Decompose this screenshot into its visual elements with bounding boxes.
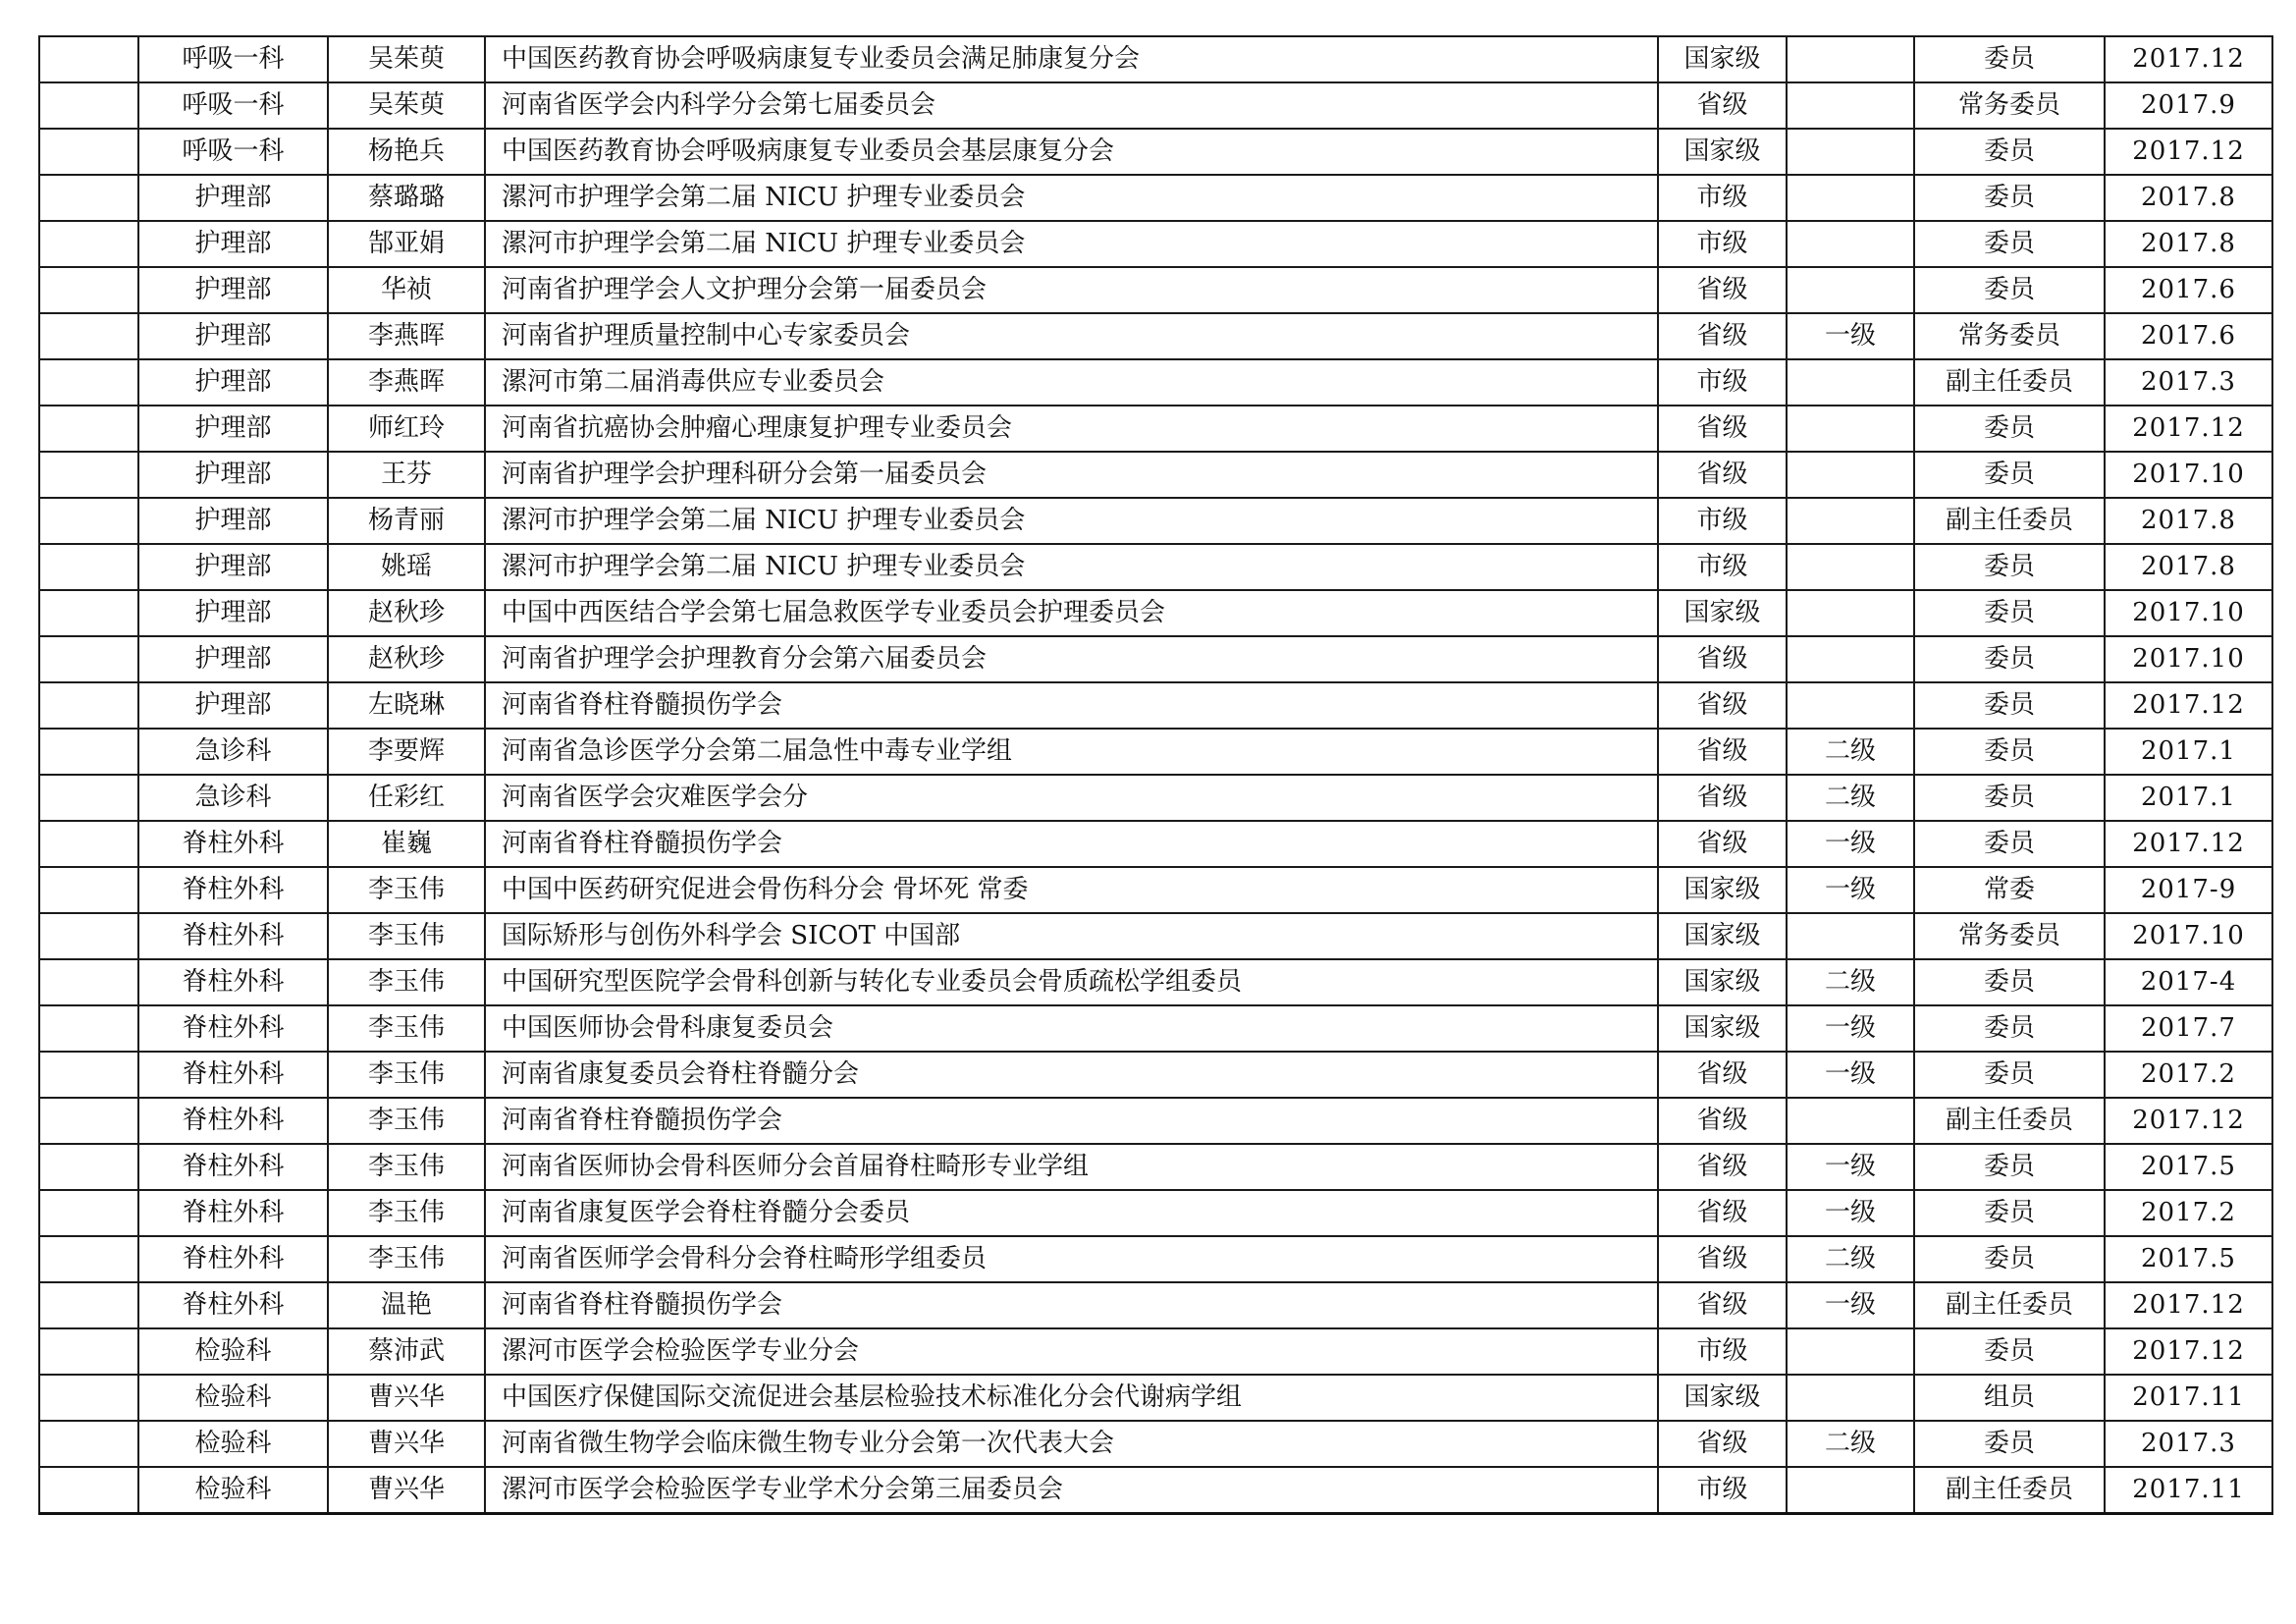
- role-cell: 常委: [1914, 867, 2105, 913]
- level-cell: 省级: [1658, 1052, 1787, 1098]
- level-cell: 国家级: [1658, 913, 1787, 959]
- date-cell: 2017.8: [2105, 175, 2272, 221]
- row-index-cell: [39, 1375, 138, 1421]
- member-name-cell: 郜亚娟: [328, 221, 485, 267]
- organization-cell: 中国医药教育协会呼吸病康复专业委员会满足肺康复分会: [485, 36, 1658, 82]
- organization-cell: 河南省康复医学会脊柱脊髓分会委员: [485, 1190, 1658, 1236]
- row-index-cell: [39, 82, 138, 129]
- row-index-cell: [39, 821, 138, 867]
- date-cell: 2017.6: [2105, 267, 2272, 313]
- role-cell: 委员: [1914, 1052, 2105, 1098]
- role-cell: 副主任委员: [1914, 1282, 2105, 1328]
- level-cell: 省级: [1658, 775, 1787, 821]
- level-cell: 国家级: [1658, 129, 1787, 175]
- member-name-cell: 任彩红: [328, 775, 485, 821]
- date-cell: 2017.10: [2105, 452, 2272, 498]
- table-row: [39, 452, 2272, 498]
- organization-cell: 河南省抗癌协会肿瘤心理康复护理专业委员会: [485, 406, 1658, 452]
- department-cell: 脊柱外科: [138, 1236, 328, 1282]
- date-cell: 2017.10: [2105, 590, 2272, 636]
- row-index-cell: [39, 1236, 138, 1282]
- member-name-cell: 李玉伟: [328, 1005, 485, 1052]
- department-cell: 护理部: [138, 267, 328, 313]
- grade-cell: [1787, 406, 1914, 452]
- table-row: [39, 729, 2272, 775]
- role-cell: 常务委员: [1914, 913, 2105, 959]
- grade-cell: 二级: [1787, 1421, 1914, 1467]
- date-cell: 2017.12: [2105, 1282, 2272, 1328]
- row-index-cell: [39, 1098, 138, 1144]
- department-cell: 检验科: [138, 1467, 328, 1514]
- table-row: [39, 913, 2272, 959]
- organization-cell: 河南省医学会灾难医学会分: [485, 775, 1658, 821]
- level-cell: 省级: [1658, 1144, 1787, 1190]
- grade-cell: [1787, 267, 1914, 313]
- organization-cell: 中国医疗保健国际交流促进会基层检验技术标准化分会代谢病学组: [485, 1375, 1658, 1421]
- grade-cell: 一级: [1787, 1190, 1914, 1236]
- date-cell: 2017.9: [2105, 82, 2272, 129]
- member-name-cell: 蔡璐璐: [328, 175, 485, 221]
- organization-cell: 河南省脊柱脊髓损伤学会: [485, 1282, 1658, 1328]
- date-cell: 2017.11: [2105, 1375, 2272, 1421]
- department-cell: 呼吸一科: [138, 36, 328, 82]
- member-name-cell: 赵秋珍: [328, 590, 485, 636]
- member-name-cell: 崔巍: [328, 821, 485, 867]
- level-cell: 市级: [1658, 498, 1787, 544]
- grade-cell: 一级: [1787, 1144, 1914, 1190]
- grade-cell: [1787, 913, 1914, 959]
- level-cell: 省级: [1658, 1282, 1787, 1328]
- grade-cell: [1787, 82, 1914, 129]
- level-cell: 国家级: [1658, 959, 1787, 1005]
- department-cell: 脊柱外科: [138, 1098, 328, 1144]
- department-cell: 脊柱外科: [138, 1190, 328, 1236]
- member-name-cell: 李玉伟: [328, 959, 485, 1005]
- member-name-cell: 吴茱萸: [328, 82, 485, 129]
- date-cell: 2017.2: [2105, 1052, 2272, 1098]
- organization-cell: 河南省护理质量控制中心专家委员会: [485, 313, 1658, 359]
- table-row: [39, 313, 2272, 359]
- table-row: [39, 1375, 2272, 1421]
- date-cell: 2017.12: [2105, 1328, 2272, 1375]
- organization-cell: 中国医药教育协会呼吸病康复专业委员会基层康复分会: [485, 129, 1658, 175]
- row-index-cell: [39, 175, 138, 221]
- row-index-cell: [39, 1467, 138, 1514]
- member-name-cell: 师红玲: [328, 406, 485, 452]
- level-cell: 省级: [1658, 1236, 1787, 1282]
- organization-cell: 河南省护理学会护理教育分会第六届委员会: [485, 636, 1658, 682]
- level-cell: 市级: [1658, 175, 1787, 221]
- table-row: [39, 1052, 2272, 1098]
- organization-cell: 河南省护理学会护理科研分会第一届委员会: [485, 452, 1658, 498]
- row-index-cell: [39, 867, 138, 913]
- row-index-cell: [39, 682, 138, 729]
- level-cell: 国家级: [1658, 867, 1787, 913]
- date-cell: 2017.12: [2105, 821, 2272, 867]
- row-index-cell: [39, 359, 138, 406]
- member-name-cell: 李燕晖: [328, 359, 485, 406]
- date-cell: 2017.8: [2105, 544, 2272, 590]
- role-cell: 委员: [1914, 775, 2105, 821]
- level-cell: 国家级: [1658, 1005, 1787, 1052]
- department-cell: 护理部: [138, 498, 328, 544]
- department-cell: 脊柱外科: [138, 959, 328, 1005]
- organization-cell: 国际矫形与创伤外科学会 SICOT 中国部: [485, 913, 1658, 959]
- level-cell: 市级: [1658, 544, 1787, 590]
- department-cell: 护理部: [138, 175, 328, 221]
- grade-cell: [1787, 452, 1914, 498]
- organization-cell: 河南省微生物学会临床微生物专业分会第一次代表大会: [485, 1421, 1658, 1467]
- row-index-cell: [39, 313, 138, 359]
- level-cell: 市级: [1658, 221, 1787, 267]
- table-row: [39, 129, 2272, 175]
- date-cell: 2017.3: [2105, 1421, 2272, 1467]
- organization-cell: 漯河市护理学会第二届 NICU 护理专业委员会: [485, 221, 1658, 267]
- organization-cell: 漯河市第二届消毒供应专业委员会: [485, 359, 1658, 406]
- member-name-cell: 左晓琳: [328, 682, 485, 729]
- grade-cell: 一级: [1787, 1005, 1914, 1052]
- level-cell: 省级: [1658, 636, 1787, 682]
- date-cell: 2017.6: [2105, 313, 2272, 359]
- table-row: [39, 544, 2272, 590]
- member-name-cell: 李燕晖: [328, 313, 485, 359]
- department-cell: 护理部: [138, 590, 328, 636]
- table-row: [39, 959, 2272, 1005]
- member-name-cell: 曹兴华: [328, 1421, 485, 1467]
- department-cell: 检验科: [138, 1328, 328, 1375]
- role-cell: 委员: [1914, 636, 2105, 682]
- grade-cell: 一级: [1787, 1282, 1914, 1328]
- committee-membership-table: [38, 35, 2273, 1515]
- organization-cell: 河南省脊柱脊髓损伤学会: [485, 1098, 1658, 1144]
- role-cell: 常务委员: [1914, 313, 2105, 359]
- role-cell: 副主任委员: [1914, 498, 2105, 544]
- level-cell: 省级: [1658, 1190, 1787, 1236]
- row-index-cell: [39, 267, 138, 313]
- role-cell: 委员: [1914, 267, 2105, 313]
- role-cell: 委员: [1914, 682, 2105, 729]
- member-name-cell: 杨青丽: [328, 498, 485, 544]
- row-index-cell: [39, 1052, 138, 1098]
- grade-cell: [1787, 1375, 1914, 1421]
- role-cell: 委员: [1914, 544, 2105, 590]
- department-cell: 护理部: [138, 313, 328, 359]
- organization-cell: 中国研究型医院学会骨科创新与转化专业委员会骨质疏松学组委员: [485, 959, 1658, 1005]
- grade-cell: [1787, 175, 1914, 221]
- level-cell: 省级: [1658, 452, 1787, 498]
- table-row: [39, 1190, 2272, 1236]
- member-name-cell: 姚瑶: [328, 544, 485, 590]
- organization-cell: 河南省脊柱脊髓损伤学会: [485, 682, 1658, 729]
- organization-cell: 漯河市护理学会第二届 NICU 护理专业委员会: [485, 498, 1658, 544]
- role-cell: 副主任委员: [1914, 359, 2105, 406]
- department-cell: 脊柱外科: [138, 1005, 328, 1052]
- role-cell: 委员: [1914, 1236, 2105, 1282]
- role-cell: 组员: [1914, 1375, 2105, 1421]
- date-cell: 2017.1: [2105, 729, 2272, 775]
- table-body: [39, 36, 2272, 1514]
- role-cell: 副主任委员: [1914, 1098, 2105, 1144]
- role-cell: 委员: [1914, 821, 2105, 867]
- table-row: [39, 867, 2272, 913]
- table-row: [39, 406, 2272, 452]
- date-cell: 2017.12: [2105, 682, 2272, 729]
- row-index-cell: [39, 498, 138, 544]
- table-row: [39, 590, 2272, 636]
- table-row: [39, 221, 2272, 267]
- date-cell: 2017.2: [2105, 1190, 2272, 1236]
- level-cell: 市级: [1658, 1467, 1787, 1514]
- table-row: [39, 775, 2272, 821]
- row-index-cell: [39, 913, 138, 959]
- table-row: [39, 1421, 2272, 1467]
- table-row: [39, 1467, 2272, 1514]
- department-cell: 脊柱外科: [138, 1282, 328, 1328]
- grade-cell: [1787, 1328, 1914, 1375]
- committee-membership-sheet: [38, 35, 2271, 1515]
- organization-cell: 漯河市医学会检验医学专业学术分会第三届委员会: [485, 1467, 1658, 1514]
- organization-cell: 河南省康复委员会脊柱脊髓分会: [485, 1052, 1658, 1098]
- department-cell: 检验科: [138, 1421, 328, 1467]
- date-cell: 2017.3: [2105, 359, 2272, 406]
- row-index-cell: [39, 1190, 138, 1236]
- organization-cell: 河南省医师协会骨科医师分会首届脊柱畸形专业学组: [485, 1144, 1658, 1190]
- grade-cell: [1787, 636, 1914, 682]
- grade-cell: [1787, 682, 1914, 729]
- date-cell: 2017.5: [2105, 1144, 2272, 1190]
- grade-cell: [1787, 590, 1914, 636]
- date-cell: 2017.11: [2105, 1467, 2272, 1514]
- organization-cell: 河南省医师学会骨科分会脊柱畸形学组委员: [485, 1236, 1658, 1282]
- role-cell: 副主任委员: [1914, 1467, 2105, 1514]
- row-index-cell: [39, 1005, 138, 1052]
- level-cell: 国家级: [1658, 590, 1787, 636]
- date-cell: 2017.7: [2105, 1005, 2272, 1052]
- row-index-cell: [39, 36, 138, 82]
- table-row: [39, 1098, 2272, 1144]
- table-row: [39, 682, 2272, 729]
- level-cell: 省级: [1658, 313, 1787, 359]
- department-cell: 护理部: [138, 544, 328, 590]
- member-name-cell: 温艳: [328, 1282, 485, 1328]
- department-cell: 护理部: [138, 636, 328, 682]
- table-row: [39, 359, 2272, 406]
- role-cell: 委员: [1914, 36, 2105, 82]
- date-cell: 2017.12: [2105, 1098, 2272, 1144]
- row-index-cell: [39, 590, 138, 636]
- table-row: [39, 1144, 2272, 1190]
- department-cell: 急诊科: [138, 775, 328, 821]
- table-row: [39, 1236, 2272, 1282]
- organization-cell: 河南省医学会内科学分会第七届委员会: [485, 82, 1658, 129]
- level-cell: 省级: [1658, 729, 1787, 775]
- member-name-cell: 李玉伟: [328, 1052, 485, 1098]
- date-cell: 2017.12: [2105, 406, 2272, 452]
- row-index-cell: [39, 1282, 138, 1328]
- organization-cell: 河南省护理学会人文护理分会第一届委员会: [485, 267, 1658, 313]
- member-name-cell: 华祯: [328, 267, 485, 313]
- level-cell: 省级: [1658, 682, 1787, 729]
- department-cell: 呼吸一科: [138, 129, 328, 175]
- date-cell: 2017-4: [2105, 959, 2272, 1005]
- role-cell: 委员: [1914, 175, 2105, 221]
- row-index-cell: [39, 636, 138, 682]
- row-index-cell: [39, 406, 138, 452]
- role-cell: 委员: [1914, 406, 2105, 452]
- grade-cell: [1787, 359, 1914, 406]
- date-cell: 2017.10: [2105, 636, 2272, 682]
- table-row: [39, 1005, 2272, 1052]
- table-row: [39, 267, 2272, 313]
- grade-cell: 一级: [1787, 313, 1914, 359]
- grade-cell: [1787, 498, 1914, 544]
- member-name-cell: 赵秋珍: [328, 636, 485, 682]
- organization-cell: 漯河市护理学会第二届 NICU 护理专业委员会: [485, 175, 1658, 221]
- row-index-cell: [39, 775, 138, 821]
- role-cell: 委员: [1914, 129, 2105, 175]
- row-index-cell: [39, 1328, 138, 1375]
- grade-cell: 二级: [1787, 775, 1914, 821]
- member-name-cell: 李玉伟: [328, 1190, 485, 1236]
- date-cell: 2017.1: [2105, 775, 2272, 821]
- role-cell: 委员: [1914, 1190, 2105, 1236]
- role-cell: 委员: [1914, 1005, 2105, 1052]
- department-cell: 呼吸一科: [138, 82, 328, 129]
- date-cell: 2017.12: [2105, 129, 2272, 175]
- grade-cell: [1787, 221, 1914, 267]
- organization-cell: 河南省急诊医学分会第二届急性中毒专业学组: [485, 729, 1658, 775]
- table-row: [39, 1282, 2272, 1328]
- grade-cell: 二级: [1787, 729, 1914, 775]
- level-cell: 国家级: [1658, 36, 1787, 82]
- member-name-cell: 曹兴华: [328, 1467, 485, 1514]
- table-row: [39, 82, 2272, 129]
- role-cell: 委员: [1914, 1328, 2105, 1375]
- organization-cell: 河南省脊柱脊髓损伤学会: [485, 821, 1658, 867]
- date-cell: 2017.8: [2105, 498, 2272, 544]
- department-cell: 护理部: [138, 221, 328, 267]
- member-name-cell: 吴茱萸: [328, 36, 485, 82]
- member-name-cell: 李玉伟: [328, 867, 485, 913]
- row-index-cell: [39, 452, 138, 498]
- department-cell: 脊柱外科: [138, 867, 328, 913]
- row-index-cell: [39, 544, 138, 590]
- grade-cell: 二级: [1787, 1236, 1914, 1282]
- date-cell: 2017.5: [2105, 1236, 2272, 1282]
- member-name-cell: 李要辉: [328, 729, 485, 775]
- table-row: [39, 498, 2272, 544]
- level-cell: 省级: [1658, 406, 1787, 452]
- member-name-cell: 蔡沛武: [328, 1328, 485, 1375]
- member-name-cell: 李玉伟: [328, 1098, 485, 1144]
- member-name-cell: 曹兴华: [328, 1375, 485, 1421]
- date-cell: 2017-9: [2105, 867, 2272, 913]
- level-cell: 省级: [1658, 821, 1787, 867]
- member-name-cell: 杨艳兵: [328, 129, 485, 175]
- role-cell: 委员: [1914, 1144, 2105, 1190]
- table-row: [39, 821, 2272, 867]
- level-cell: 省级: [1658, 1421, 1787, 1467]
- row-index-cell: [39, 1144, 138, 1190]
- organization-cell: 漯河市护理学会第二届 NICU 护理专业委员会: [485, 544, 1658, 590]
- member-name-cell: 李玉伟: [328, 913, 485, 959]
- grade-cell: [1787, 129, 1914, 175]
- level-cell: 市级: [1658, 359, 1787, 406]
- organization-cell: 中国中医药研究促进会骨伤科分会 骨坏死 常委: [485, 867, 1658, 913]
- table-row: [39, 175, 2272, 221]
- role-cell: 委员: [1914, 959, 2105, 1005]
- department-cell: 护理部: [138, 452, 328, 498]
- level-cell: 省级: [1658, 267, 1787, 313]
- table-row: [39, 1328, 2272, 1375]
- level-cell: 省级: [1658, 1098, 1787, 1144]
- role-cell: 委员: [1914, 1421, 2105, 1467]
- grade-cell: [1787, 544, 1914, 590]
- grade-cell: 一级: [1787, 821, 1914, 867]
- level-cell: 省级: [1658, 82, 1787, 129]
- department-cell: 护理部: [138, 682, 328, 729]
- role-cell: 委员: [1914, 452, 2105, 498]
- role-cell: 委员: [1914, 729, 2105, 775]
- date-cell: 2017.8: [2105, 221, 2272, 267]
- organization-cell: 中国中西医结合学会第七届急救医学专业委员会护理委员会: [485, 590, 1658, 636]
- row-index-cell: [39, 729, 138, 775]
- department-cell: 急诊科: [138, 729, 328, 775]
- role-cell: 委员: [1914, 221, 2105, 267]
- grade-cell: 二级: [1787, 959, 1914, 1005]
- department-cell: 脊柱外科: [138, 913, 328, 959]
- grade-cell: 一级: [1787, 1052, 1914, 1098]
- organization-cell: 中国医师协会骨科康复委员会: [485, 1005, 1658, 1052]
- level-cell: 市级: [1658, 1328, 1787, 1375]
- level-cell: 国家级: [1658, 1375, 1787, 1421]
- row-index-cell: [39, 1421, 138, 1467]
- grade-cell: [1787, 36, 1914, 82]
- department-cell: 脊柱外科: [138, 1052, 328, 1098]
- table-row: [39, 636, 2272, 682]
- member-name-cell: 王芬: [328, 452, 485, 498]
- date-cell: 2017.10: [2105, 913, 2272, 959]
- member-name-cell: 李玉伟: [328, 1236, 485, 1282]
- grade-cell: [1787, 1098, 1914, 1144]
- department-cell: 脊柱外科: [138, 1144, 328, 1190]
- row-index-cell: [39, 221, 138, 267]
- date-cell: 2017.12: [2105, 36, 2272, 82]
- department-cell: 护理部: [138, 359, 328, 406]
- grade-cell: [1787, 1467, 1914, 1514]
- department-cell: 脊柱外科: [138, 821, 328, 867]
- department-cell: 检验科: [138, 1375, 328, 1421]
- row-index-cell: [39, 959, 138, 1005]
- organization-cell: 漯河市医学会检验医学专业分会: [485, 1328, 1658, 1375]
- role-cell: 常务委员: [1914, 82, 2105, 129]
- row-index-cell: [39, 129, 138, 175]
- grade-cell: 一级: [1787, 867, 1914, 913]
- member-name-cell: 李玉伟: [328, 1144, 485, 1190]
- role-cell: 委员: [1914, 590, 2105, 636]
- department-cell: 护理部: [138, 406, 328, 452]
- table-row: [39, 36, 2272, 82]
